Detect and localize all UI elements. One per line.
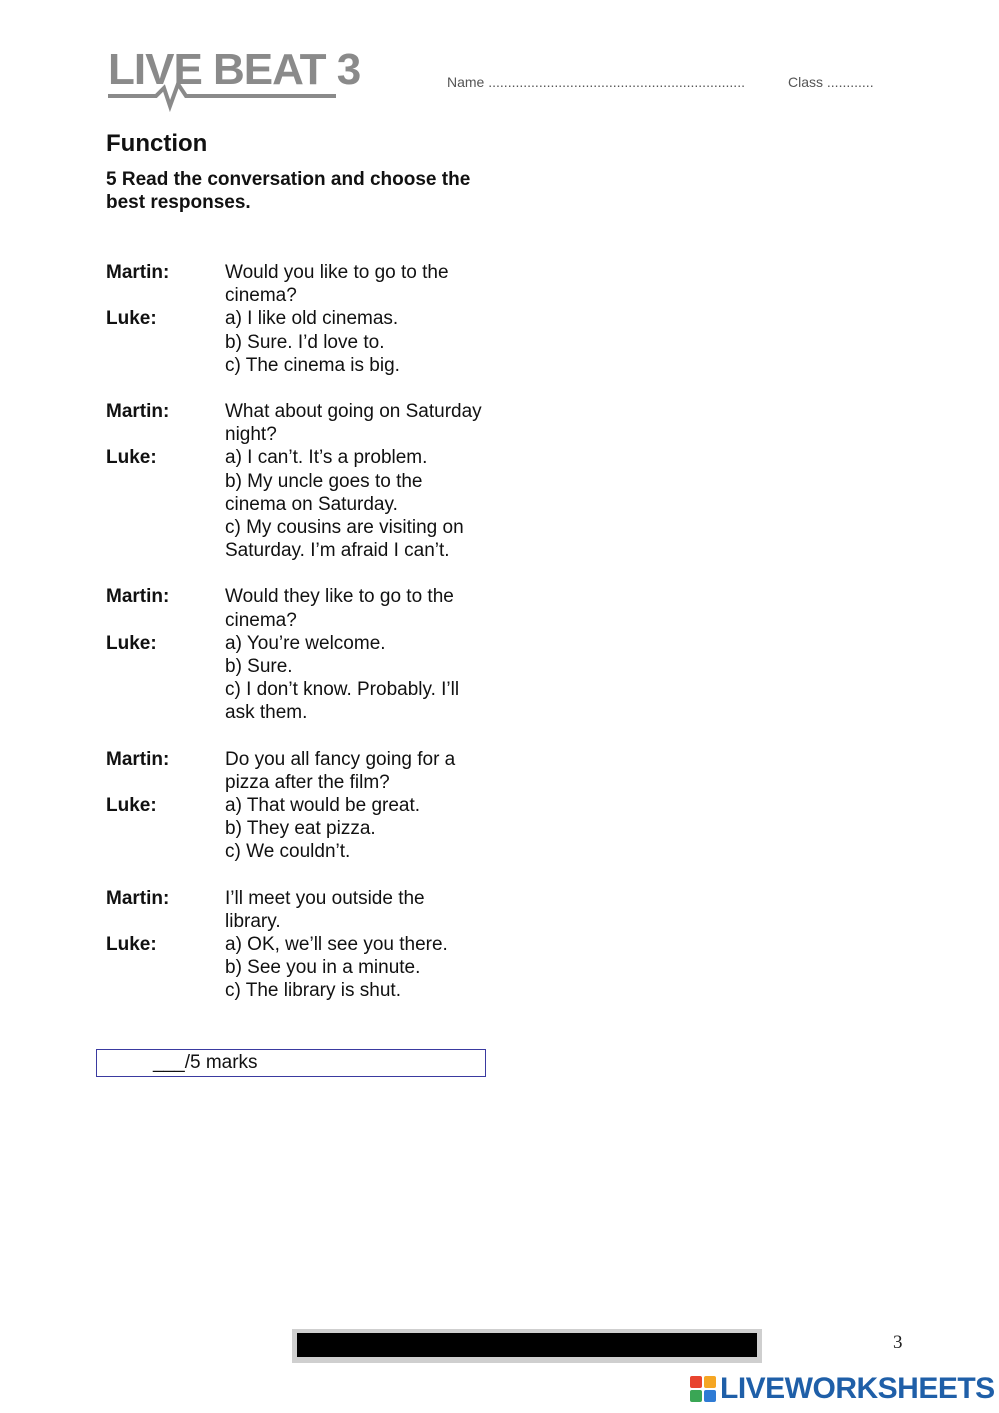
response-option[interactable]: c) The library is shut. — [225, 980, 401, 1002]
dialogue-block-5 — [106, 887, 486, 1003]
speaker-martin: Martin: — [106, 748, 170, 770]
response-option[interactable]: c) My cousins are visiting on Saturday. I’m afraid I can’t. — [225, 517, 464, 562]
live-beat-logo — [106, 44, 392, 114]
section-title: Function — [106, 130, 208, 157]
response-option[interactable]: b) They eat pizza. — [225, 818, 376, 840]
response-option[interactable]: c) The cinema is big. — [225, 354, 400, 376]
speaker-martin: Martin: — [106, 401, 170, 423]
response-option[interactable]: b) My uncle goes to the cinema on Saturday. — [225, 470, 423, 515]
class-field[interactable]: ............ — [826, 74, 874, 90]
speaker-luke: Luke: — [106, 308, 157, 330]
response-option[interactable]: a) I like old cinemas. — [225, 308, 399, 330]
speaker-luke: Luke: — [106, 447, 157, 469]
speaker-luke: Luke: — [106, 632, 157, 654]
speaker-martin: Martin: — [106, 262, 170, 283]
speaker-luke: Luke: — [106, 795, 157, 817]
response-option[interactable]: a) That would be great. — [225, 795, 421, 817]
response-option[interactable]: c) I don’t know. Probably. I’ll ask them. — [225, 679, 460, 724]
marks-label: ___/5 marks — [153, 1052, 258, 1073]
exercise-instruction: 5 Read the conversation and choose the best responses. — [106, 169, 471, 213]
response-option[interactable]: b) Sure. — [225, 656, 293, 678]
name-field[interactable]: .................................................................. — [488, 74, 745, 90]
liveworksheets-logo — [690, 1372, 995, 1406]
martin-line: I’ll meet you outside the library. — [225, 887, 425, 932]
dialogue-block-3 — [106, 585, 486, 724]
response-option[interactable]: a) I can’t. It’s a problem. — [225, 447, 428, 469]
speaker-martin: Martin: — [106, 887, 170, 909]
conversation — [106, 261, 486, 1026]
page-number: 3 — [893, 1332, 903, 1353]
martin-line: Do you all fancy going for a pizza after the film? — [225, 748, 456, 793]
marks-box — [96, 1049, 486, 1077]
dialogue-block-2 — [106, 400, 486, 562]
response-option[interactable]: a) You’re welcome. — [225, 632, 386, 654]
response-option[interactable]: b) Sure. I’d love to. — [225, 331, 385, 353]
speaker-luke: Luke: — [106, 934, 157, 956]
dialogue-block-4 — [106, 748, 486, 864]
martin-line: Would you like to go to the cinema? — [225, 262, 449, 307]
answer-bar[interactable] — [292, 1329, 762, 1363]
liveworksheets-text: LIVEWORKSHEETS — [720, 1372, 995, 1405]
response-option[interactable]: b) See you in a minute. — [225, 957, 421, 979]
name-label: Name — [447, 74, 485, 90]
logo-text: LIVE BEAT 3 — [108, 45, 361, 94]
response-option[interactable]: c) We couldn’t. — [225, 841, 351, 863]
martin-line: What about going on Saturday night? — [225, 401, 482, 446]
response-option[interactable]: a) OK, we’ll see you there. — [225, 934, 448, 956]
name-class-fields — [447, 74, 874, 90]
dialogue-block-1 — [106, 261, 486, 377]
speaker-martin: Martin: — [106, 586, 170, 608]
class-label: Class — [788, 74, 824, 90]
martin-line: Would they like to go to the cinema? — [225, 586, 454, 631]
liveworksheets-icon — [690, 1376, 716, 1402]
